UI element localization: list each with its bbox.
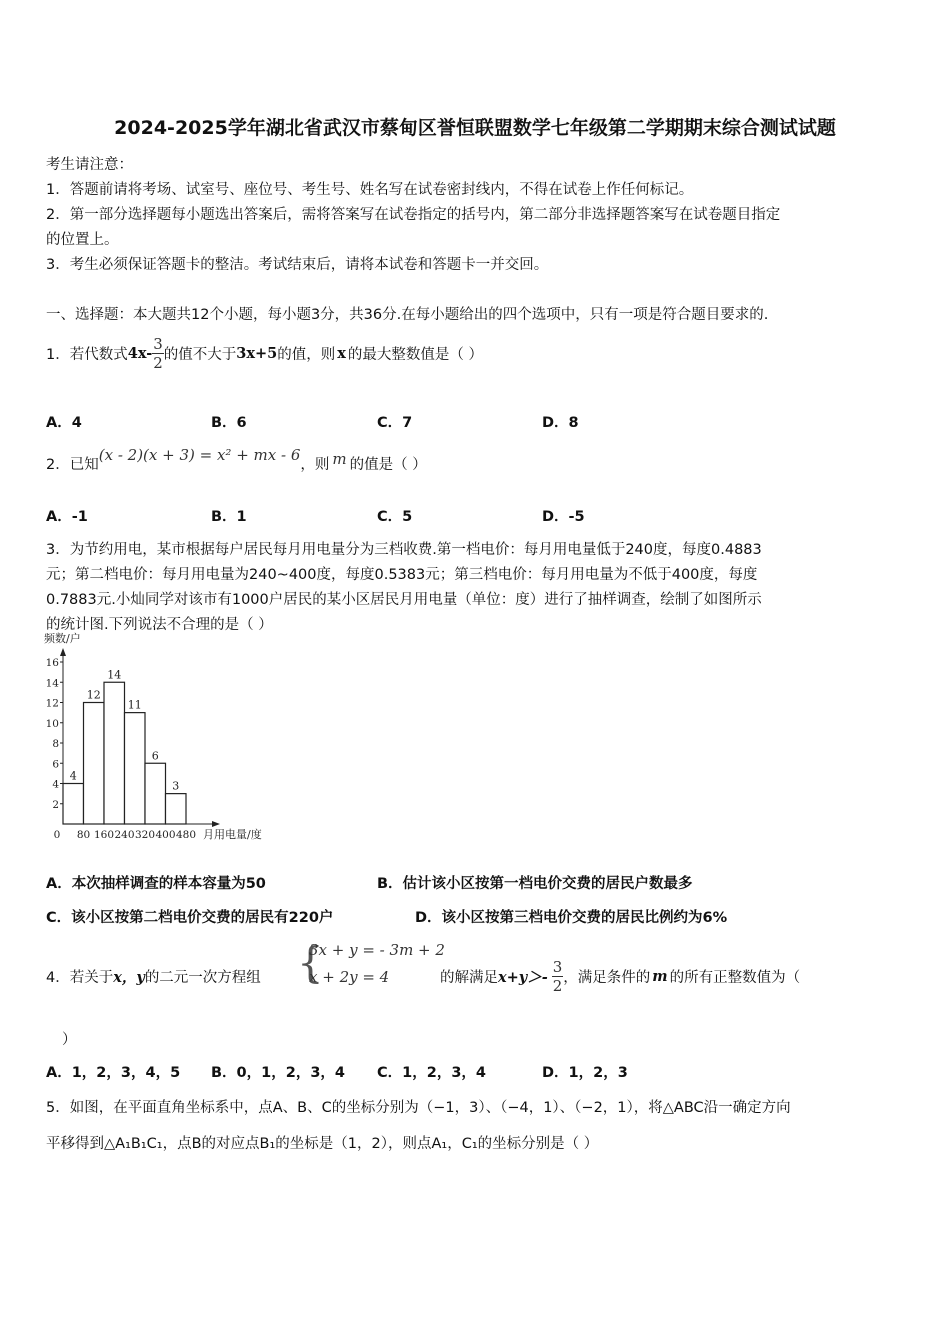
bar-value-label: 12 (86, 688, 101, 702)
q4-option-a[interactable]: A．1，2，3，4，5 (46, 1065, 181, 1081)
y-tick-label: 10 (45, 717, 59, 730)
x-tick-label: 320 (134, 829, 156, 841)
q4-post2: ，满足条件的 (563, 969, 651, 986)
q4-option-c[interactable]: C．1，2，3，4 (377, 1065, 486, 1081)
q4-eq2: x + 2y = 4 (309, 968, 390, 986)
y-tick-label: 6 (52, 758, 59, 771)
histogram-bar (104, 682, 125, 824)
histogram-chart (40, 630, 290, 845)
q2-prefix: 2．已知 (46, 456, 99, 473)
bar-value-label: 4 (69, 769, 77, 783)
q4-option-d[interactable]: D．1，2，3 (542, 1065, 628, 1081)
notice-heading: 考生请注意： (46, 157, 133, 173)
q3-option-a[interactable]: A．本次抽样调查的样本容量为50 (46, 876, 266, 892)
q1-text2: 的值，则 (277, 346, 336, 363)
q4-cond: x+y＞- (498, 968, 548, 986)
bar-value-label: 11 (127, 698, 142, 712)
page-title: 2024-2025学年湖北省武汉市蔡甸区誉恒联盟数学七年级第二学期期末综合测试试题 (114, 117, 836, 139)
q4-prefix-group (46, 966, 261, 987)
q2-text: 的值是（ ） (349, 456, 427, 473)
y-tick-label: 16 (45, 657, 59, 669)
q4-eq1: 3x + y = - 3m + 2 (309, 941, 445, 959)
chart-y-ticks (46, 657, 63, 811)
section-1-heading: 一、选择题：本大题共12个小题，每小题3分，共36分.在每小题给出的四个选项中，只有一项是符合题目要求的. (46, 307, 769, 323)
q1-option-b[interactable]: B．6 (211, 415, 247, 431)
q3-option-d[interactable]: D．该小区按第三档电价交费的居民比例约为6% (415, 910, 728, 926)
q1-fraction (152, 335, 164, 372)
q3-line-3: 0.7883元.小灿同学对该市有1000户居民的某小区居民月用电量（单位：度）进行了抽样调查，绘制了如图所示 (46, 592, 762, 608)
q1-var: x (337, 344, 346, 362)
q4-prefix: 4．若关于 (46, 970, 114, 986)
q1-expr: 4x- (127, 344, 153, 362)
bar-value-label: 6 (151, 749, 159, 763)
q2-option-a[interactable]: A．-1 (46, 509, 88, 525)
y-axis-arrow (60, 648, 66, 656)
q2-var: m (332, 450, 347, 468)
histogram-bar (84, 703, 105, 825)
chart-ylabel: 频数/户 (44, 632, 81, 645)
q5-line-2: 平移得到△A₁B₁C₁，点B的对应点B₁的坐标是（1，2），则点A₁，C₁的坐标分别是（ ） (46, 1136, 599, 1152)
chart-x-ticks (54, 829, 196, 841)
histogram-bar (145, 763, 166, 824)
q3-line-1: 3．为节约用电，某市根据每户居民每月用电量分为三档收费.第一档电价：每月用电量低于240度，每度0.4883 (46, 542, 762, 558)
q3-option-c[interactable]: C．该小区按第二档电价交费的居民有220户 (46, 910, 334, 926)
q3-line-2: 元；第二档电价：每月用电量为240~400度，每度0.5383元；第三档电价：每月用电量为不低于400度，每度 (46, 567, 758, 583)
q4-option-b[interactable]: B．0，1，2，3，4 (211, 1065, 345, 1081)
q3-option-b[interactable]: B．估计该小区按第一档电价交费的居民户数最多 (377, 876, 693, 892)
chart-bars (63, 682, 186, 824)
q5-line-1: 5．如图，在平面直角坐标系中，点A、B、C的坐标分别为（−1，3）、（−4，1）、（−2，1），将△ABC沿一确定方向 (46, 1100, 791, 1116)
y-tick-label: 8 (52, 738, 59, 750)
q1-frac-den: 2 (153, 353, 163, 372)
q1-option-d[interactable]: D．8 (542, 415, 579, 431)
x-tick-label: 480 (175, 829, 197, 841)
bar-value-label: 3 (172, 779, 180, 793)
q4-post: 的解满足 (440, 969, 498, 986)
q4-fraction (552, 958, 564, 995)
question-2 (46, 446, 427, 480)
q2-option-b[interactable]: B．1 (211, 509, 247, 525)
q2-mid: ，则 (300, 456, 330, 473)
y-tick-label: 4 (52, 778, 59, 791)
notice-item-3: 3．考生必须保证答题卡的整洁。考试结束后，请将本试卷和答题卡一并交回。 (46, 257, 549, 273)
notice-item-1: 1．答题前请将考场、试室号、座位号、考生号、姓名写在试卷密封线内，不得在试卷上作任何标记。 (46, 182, 694, 198)
q1-prefix: 1．若代数式 (46, 346, 128, 363)
q1-option-a[interactable]: A．4 (46, 415, 82, 431)
x-tick-label: 80 (76, 829, 91, 841)
q4-mid: 的二元一次方程组 (144, 970, 261, 986)
q4-frac-num: 3 (552, 957, 563, 976)
histogram-bar (166, 794, 187, 824)
q1-option-c[interactable]: C．7 (377, 415, 413, 431)
q1-text: 的值不大于 (163, 346, 237, 363)
q4-var: m (652, 967, 668, 985)
bar-value-label: 14 (107, 668, 122, 682)
q1-expr2: 3x+5 (236, 344, 278, 362)
q4-condition-group (440, 956, 800, 996)
q1-frac-num: 3 (153, 334, 163, 353)
notice-item-2b: 的位置上。 (46, 232, 119, 248)
y-tick-label: 2 (52, 798, 59, 811)
q2-equation: (x - 2)(x + 3) = x² + mx - 6 (98, 446, 301, 464)
q3-line-4: 的统计图.下列说法不合理的是（ ） (46, 617, 273, 633)
y-tick-label: 12 (45, 697, 59, 710)
x-tick-label: 160 (93, 829, 115, 841)
question-1 (46, 333, 483, 373)
chart-xlabel: 月用电量/度 (203, 828, 262, 841)
histogram-bar (63, 784, 84, 825)
q2-option-d[interactable]: D．-5 (542, 509, 585, 525)
q4-post3: 的所有正整数值为（ (669, 969, 801, 986)
q4-brace: { (297, 938, 324, 987)
x-tick-label: 240 (114, 829, 135, 841)
x-tick-label: 0 (53, 829, 61, 841)
x-axis-arrow (212, 821, 220, 827)
q4-vars: x，y (113, 969, 145, 986)
q1-text3: 的最大整数值是（ ） (347, 346, 484, 363)
y-tick-label: 14 (45, 677, 59, 690)
histogram-bar (125, 713, 146, 824)
q4-close: ） (62, 1032, 77, 1048)
q4-frac-den: 2 (552, 976, 563, 995)
notice-item-2a: 2．第一部分选择题每小题选出答案后，需将答案写在试卷指定的括号内，第二部分非选择题答案写在试卷题目指定 (46, 207, 781, 223)
q2-option-c[interactable]: C．5 (377, 509, 413, 525)
x-tick-label: 400 (155, 829, 176, 841)
